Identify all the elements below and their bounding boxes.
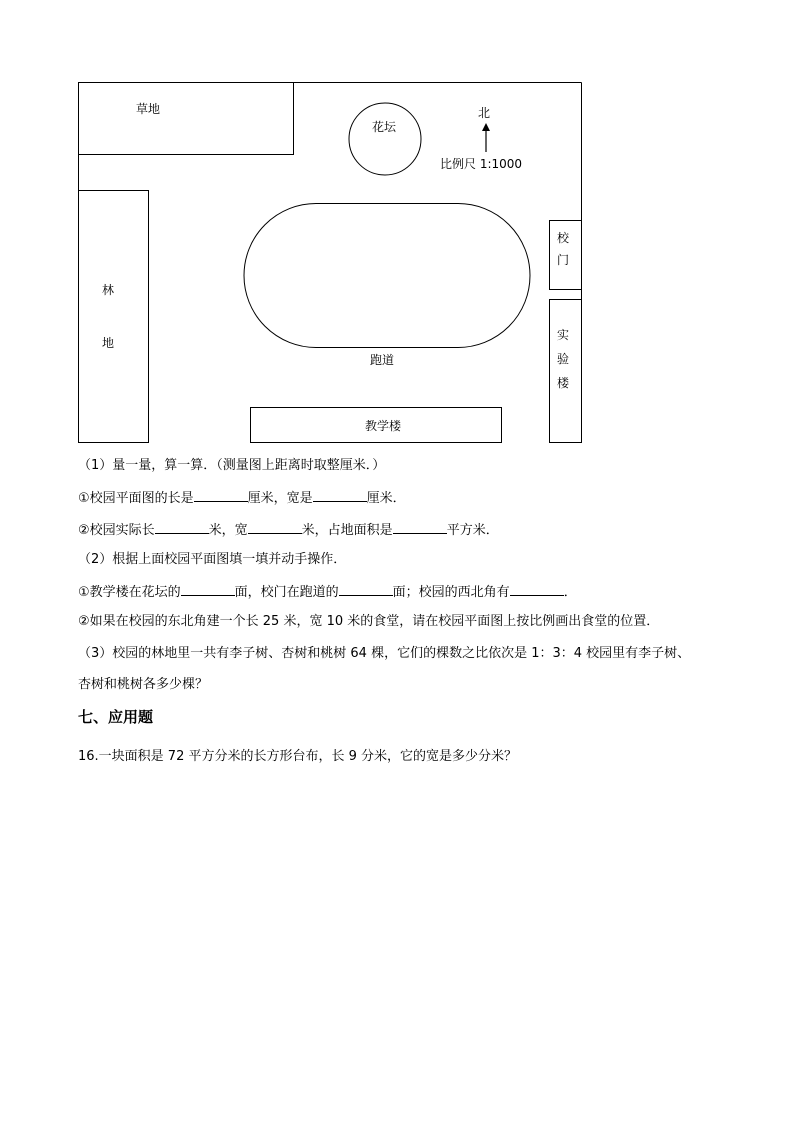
north-label: 北 xyxy=(478,106,491,120)
track-label: 跑道 xyxy=(370,353,395,367)
q1-item2 xyxy=(78,521,499,539)
q2-item1-text-c: 面；校园的西北角有 xyxy=(392,585,510,600)
north-arrow-head xyxy=(482,123,490,131)
q1-item2-text-b: 米，宽 xyxy=(208,523,248,538)
lab-label-3: 楼 xyxy=(556,376,569,390)
campus-map xyxy=(78,82,582,443)
grass-label: 草地 xyxy=(136,102,161,116)
section-heading: 七、应用题 xyxy=(78,708,154,726)
forest-label-1: 林 xyxy=(101,283,114,297)
flowerbed-label: 花坛 xyxy=(372,120,397,134)
answer-blank[interactable] xyxy=(194,489,248,502)
forest-area xyxy=(79,191,149,443)
q2-item1-text-b: 面，校门在跑道的 xyxy=(234,585,339,600)
answer-blank[interactable] xyxy=(313,489,367,502)
answer-blank[interactable] xyxy=(393,521,447,534)
gate-label-2: 门 xyxy=(556,253,569,267)
q2-title: （2）根据上面校园平面图填一填并动手操作． xyxy=(78,552,347,567)
answer-blank[interactable] xyxy=(181,583,235,596)
gate-label-1: 校 xyxy=(556,231,569,245)
q1-item1-text-b: 厘米，宽是 xyxy=(247,491,313,506)
q1-item1 xyxy=(78,489,406,507)
question-16: 16.一块面积是 72 平方分米的长方形台布，长 9 分米，它的宽是多少分米？ xyxy=(78,749,518,764)
q2-item1 xyxy=(78,583,577,601)
q1-item2-text-d: 平方米． xyxy=(446,523,499,538)
lab-label-2: 验 xyxy=(556,352,569,366)
answer-blank[interactable] xyxy=(155,521,209,534)
q1-title: （1）量一量，算一算．（测量图上距离时取整厘米．） xyxy=(78,458,386,473)
lab-label-1: 实 xyxy=(556,328,569,342)
lab-building xyxy=(550,300,582,443)
q2-item1-text-a: ①教学楼在花坛的 xyxy=(78,585,181,600)
q1-item1-text-a: ①校园平面图的长是 xyxy=(78,491,194,506)
q3-line1: （3）校园的林地里一共有李子树、杏树和桃树 64 棵，它们的棵数之比依次是 1：3：4 校园里有李子树、 xyxy=(78,646,691,661)
answer-blank[interactable] xyxy=(339,583,393,596)
teaching-building-label: 教学楼 xyxy=(365,419,402,433)
flowerbed-circle xyxy=(349,103,421,175)
q1-item2-text-c: 米，占地面积是 xyxy=(301,523,393,538)
q1-item2-text-a: ②校园实际长 xyxy=(78,523,155,538)
q3-line2: 杏树和桃树各多少棵？ xyxy=(78,677,209,692)
scale-label: 比例尺 1:1000 xyxy=(440,157,523,171)
q1-item1-text-c: 厘米． xyxy=(366,491,406,506)
answer-blank[interactable] xyxy=(248,521,302,534)
grass-area xyxy=(79,83,294,155)
forest-label-2: 地 xyxy=(101,336,114,350)
q2-item2: ②如果在校园的东北角建一个长 25 米，宽 10 米的食堂，请在校园平面图上按比例画出食堂的位置． xyxy=(78,614,660,629)
q2-item1-text-d: ． xyxy=(563,585,577,600)
running-track xyxy=(244,204,530,348)
campus-map-drawing xyxy=(78,82,582,443)
answer-blank[interactable] xyxy=(510,583,564,596)
